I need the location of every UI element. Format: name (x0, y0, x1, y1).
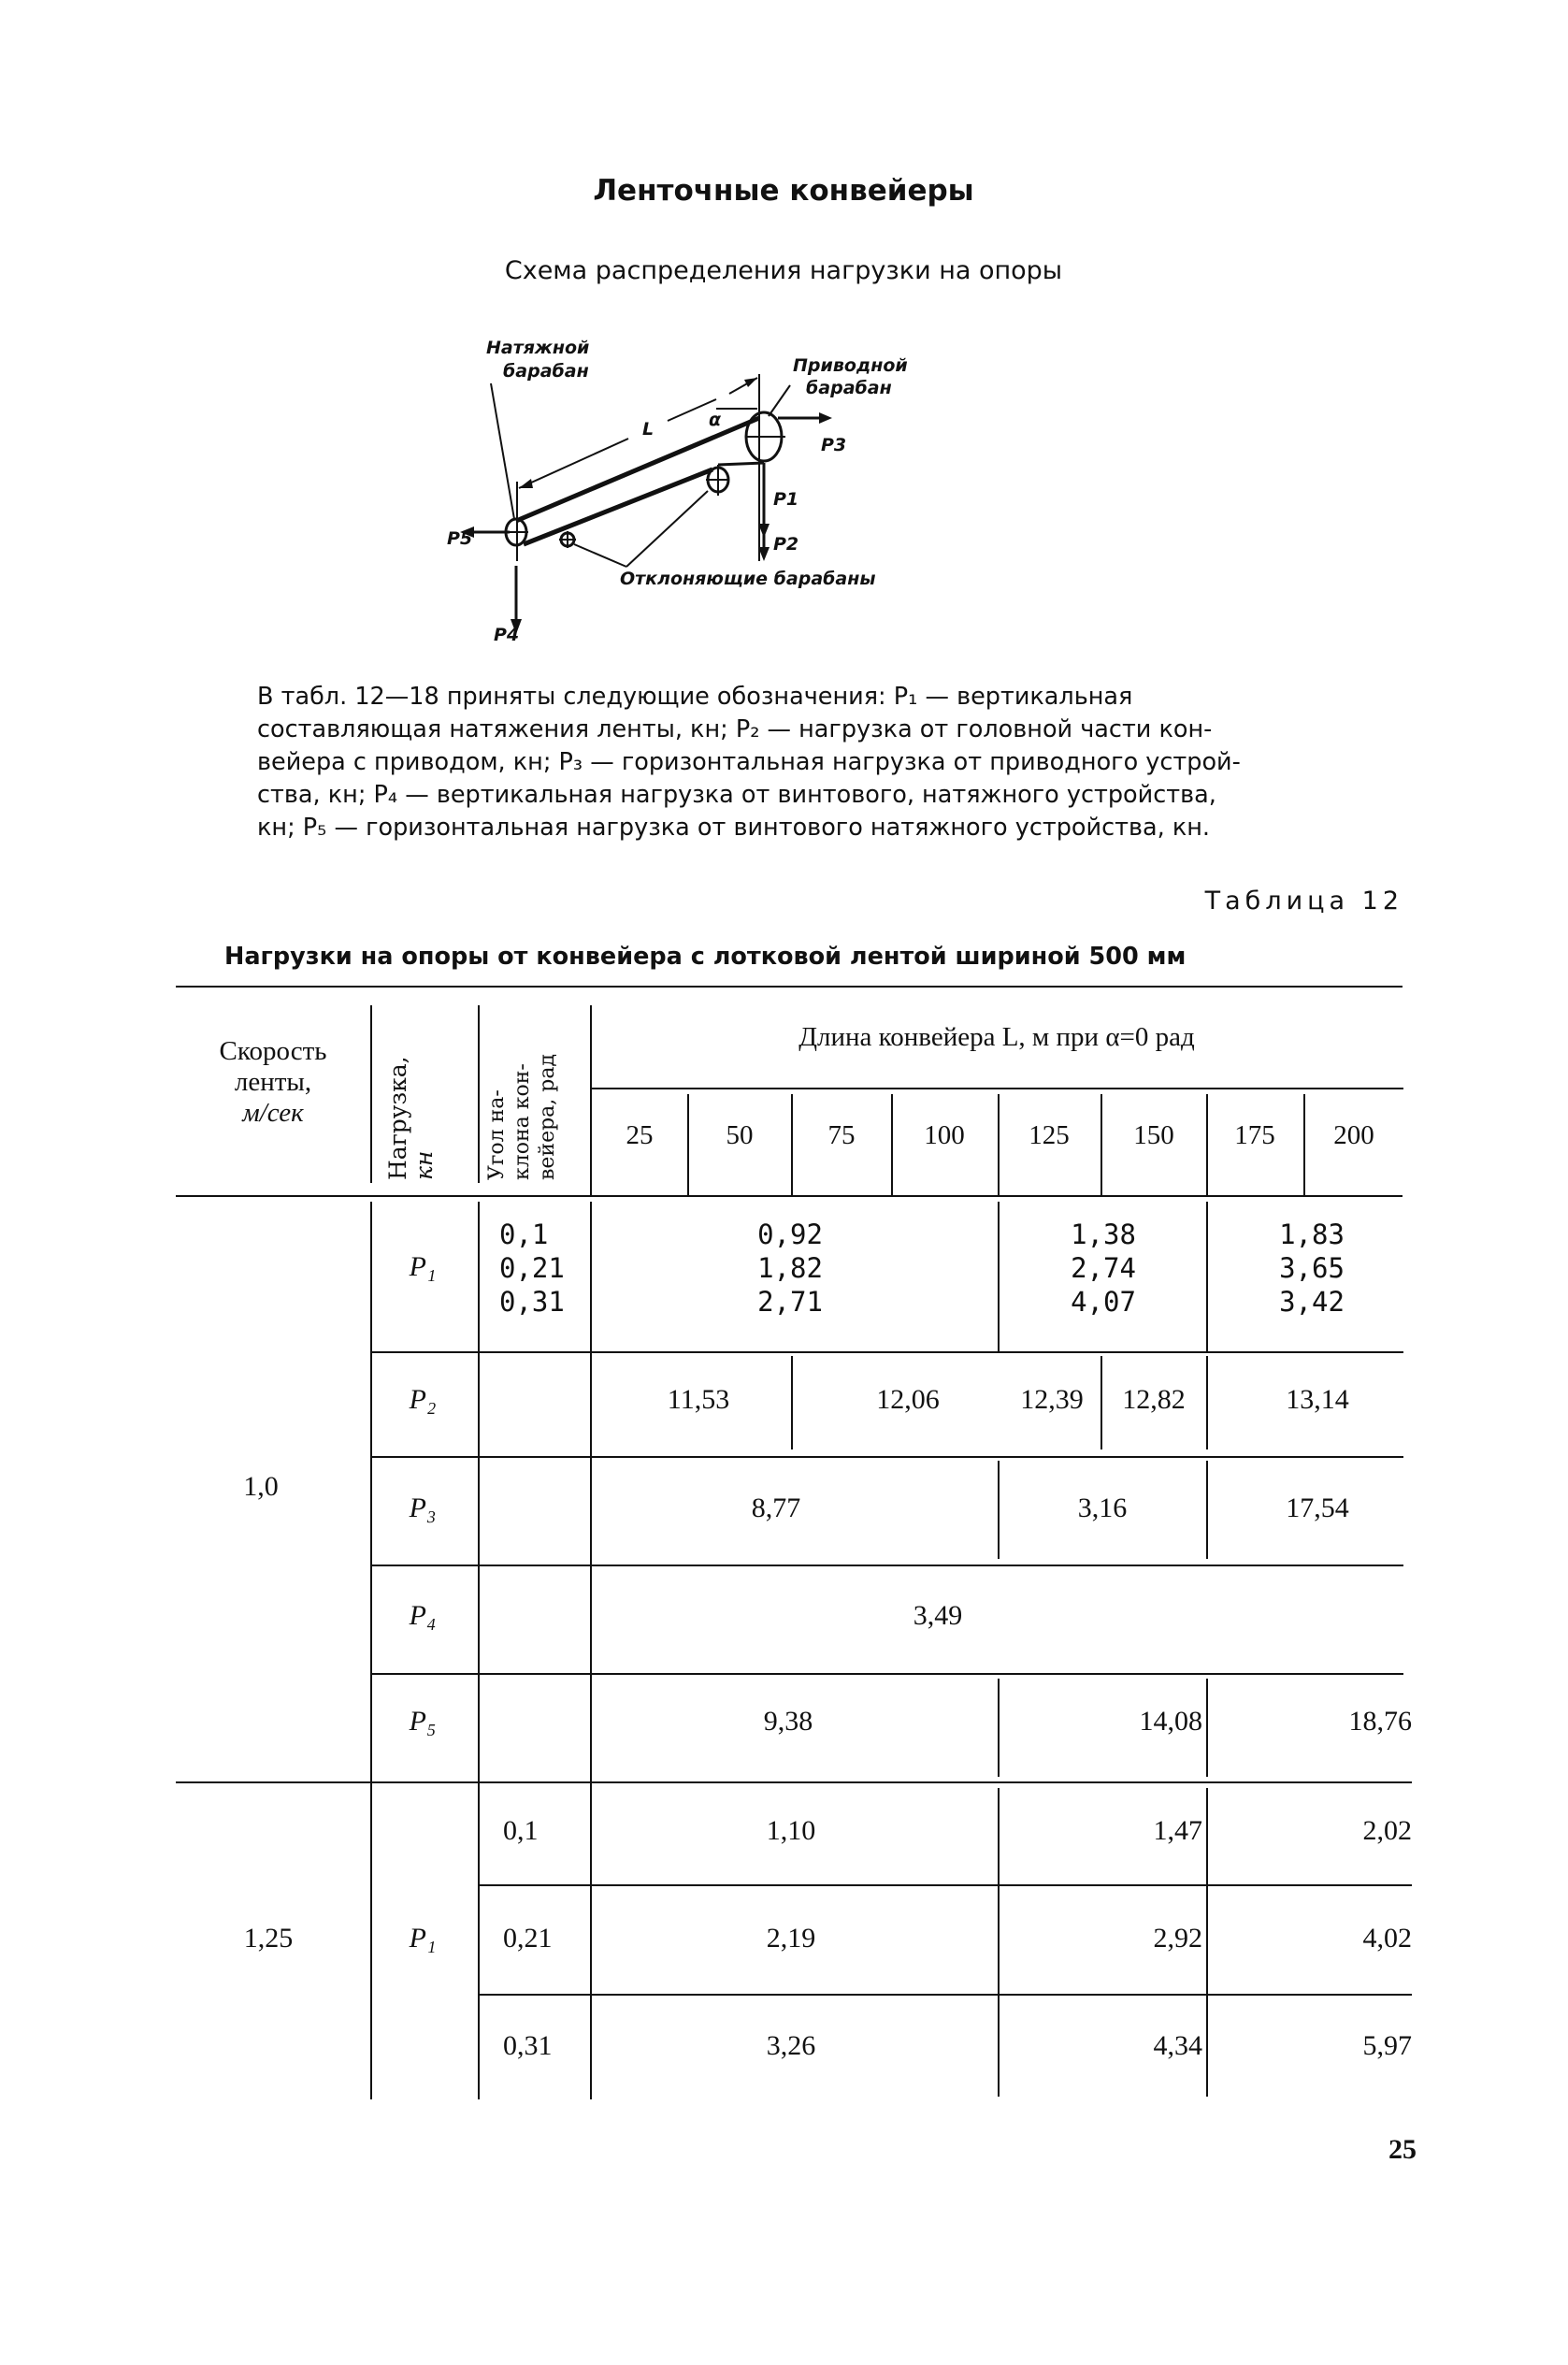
header-length-100: 100 (924, 1120, 965, 1150)
table-cell: 8,77 (751, 1493, 801, 1523)
load-label: P₃ (409, 1493, 437, 1523)
page-title: Ленточные конвейеры (593, 174, 974, 208)
table-caption: Нагрузки на опоры от конвейера с лотковой лентой шириной 500 мм (224, 943, 1187, 971)
paragraph-line: ства, кн; P₄ — вертикальная нагрузка от винтового, натяжного устройства, (257, 781, 1216, 809)
paragraph-line: кн; P₅ — горизонтальная нагрузка от винтового натяжного устройства, кн. (257, 814, 1211, 842)
speed-value: 1,25 (243, 1923, 294, 1954)
header-length-50: 50 (726, 1120, 754, 1150)
label-drive-drum-2: барабан (806, 378, 892, 398)
paragraph-line: В табл. 12—18 приняты следующие обозначения: P₁ — вертикальная (257, 683, 1133, 711)
load-label: P₁ (409, 1923, 437, 1954)
label-p2: P2 (773, 534, 799, 555)
page-number: 25 (1388, 2134, 1417, 2165)
table-cell: 12,06 (876, 1384, 940, 1415)
table-cell: 12,82 (1122, 1384, 1186, 1415)
angle-stack: 0,1 0,21 0,31 (499, 1219, 565, 1318)
table-cell: 1,10 (766, 1815, 816, 1846)
table-label: Таблица 12 (1204, 887, 1403, 916)
paragraph-line: вейера с приводом, кн; P₃ — горизонтальная нагрузка от приводного устрой- (257, 748, 1241, 776)
table-cell: 14,08 (1139, 1706, 1202, 1737)
value-stack: 1,83 3,65 3,42 (1279, 1219, 1345, 1318)
label-p1: P1 (773, 489, 799, 510)
header-length-75: 75 (827, 1120, 856, 1150)
angle-cell: 0,31 (503, 2030, 553, 2061)
label-tension-drum-2: барабан (503, 361, 589, 382)
label-p3: P3 (821, 435, 847, 455)
header-length-25: 25 (626, 1120, 654, 1150)
value-stack: 0,92 1,82 2,71 (757, 1219, 823, 1318)
load-label: P₅ (409, 1706, 437, 1737)
load-label: P₄ (409, 1600, 437, 1631)
header-speed: Скорость ленты, м/сек (219, 1036, 327, 1128)
table-cell: 4,02 (1362, 1923, 1412, 1954)
table-cell: 17,54 (1286, 1493, 1349, 1523)
table-cell: 3,49 (913, 1600, 963, 1631)
load-label: P₁ (409, 1251, 437, 1282)
notation-paragraph (257, 681, 1403, 844)
label-tension-drum-1: Натяжной (486, 338, 590, 358)
table-cell: 18,76 (1348, 1706, 1412, 1737)
table-cell: 2,19 (766, 1923, 816, 1954)
angle-cell: 0,1 (503, 1815, 539, 1846)
header-angle: Угол на- клона кон- вейера, рад (485, 1053, 559, 1180)
header-length-150: 150 (1133, 1120, 1174, 1150)
table-cell: 3,16 (1077, 1493, 1128, 1523)
table-cell: 2,02 (1362, 1815, 1412, 1846)
label-p5: P5 (447, 528, 473, 549)
table-cell: 5,97 (1362, 2030, 1412, 2061)
table-cell: 13,14 (1286, 1384, 1349, 1415)
conveyor-load-diagram (0, 0, 1568, 673)
header-length-175: 175 (1234, 1120, 1275, 1150)
label-length: L (642, 419, 655, 440)
speed-value: 1,0 (243, 1471, 279, 1502)
table-cell: 1,47 (1153, 1815, 1202, 1846)
header-load: Нагрузка, кн (384, 1056, 438, 1180)
load-label: P₂ (409, 1384, 437, 1415)
table-cell: 11,53 (667, 1384, 730, 1415)
label-angle: α (709, 410, 722, 430)
header-length-125: 125 (1029, 1120, 1070, 1150)
table-cell: 9,38 (763, 1706, 813, 1737)
belt-return (718, 463, 764, 465)
angle-cell: 0,21 (503, 1923, 553, 1954)
header-length-group: Длина конвейера L, м при α=0 рад (798, 1022, 1195, 1052)
label-p4: P4 (494, 625, 520, 645)
value-stack: 1,38 2,74 4,07 (1071, 1219, 1136, 1318)
table-cell: 3,26 (766, 2030, 816, 2061)
diagram-title: Схема распределения нагрузки на опоры (504, 256, 1063, 285)
table-cell: 4,34 (1153, 2030, 1202, 2061)
label-drive-drum-1: Приводной (793, 355, 908, 376)
paragraph-line: составляющая натяжения ленты, кн; P₂ — нагрузка от головной части кон- (257, 715, 1213, 743)
header-length-200: 200 (1333, 1120, 1374, 1150)
label-deflection-drums: Отклоняющие барабаны (620, 569, 876, 589)
table-cell: 12,39 (1020, 1384, 1084, 1415)
table-cell: 2,92 (1153, 1923, 1202, 1954)
